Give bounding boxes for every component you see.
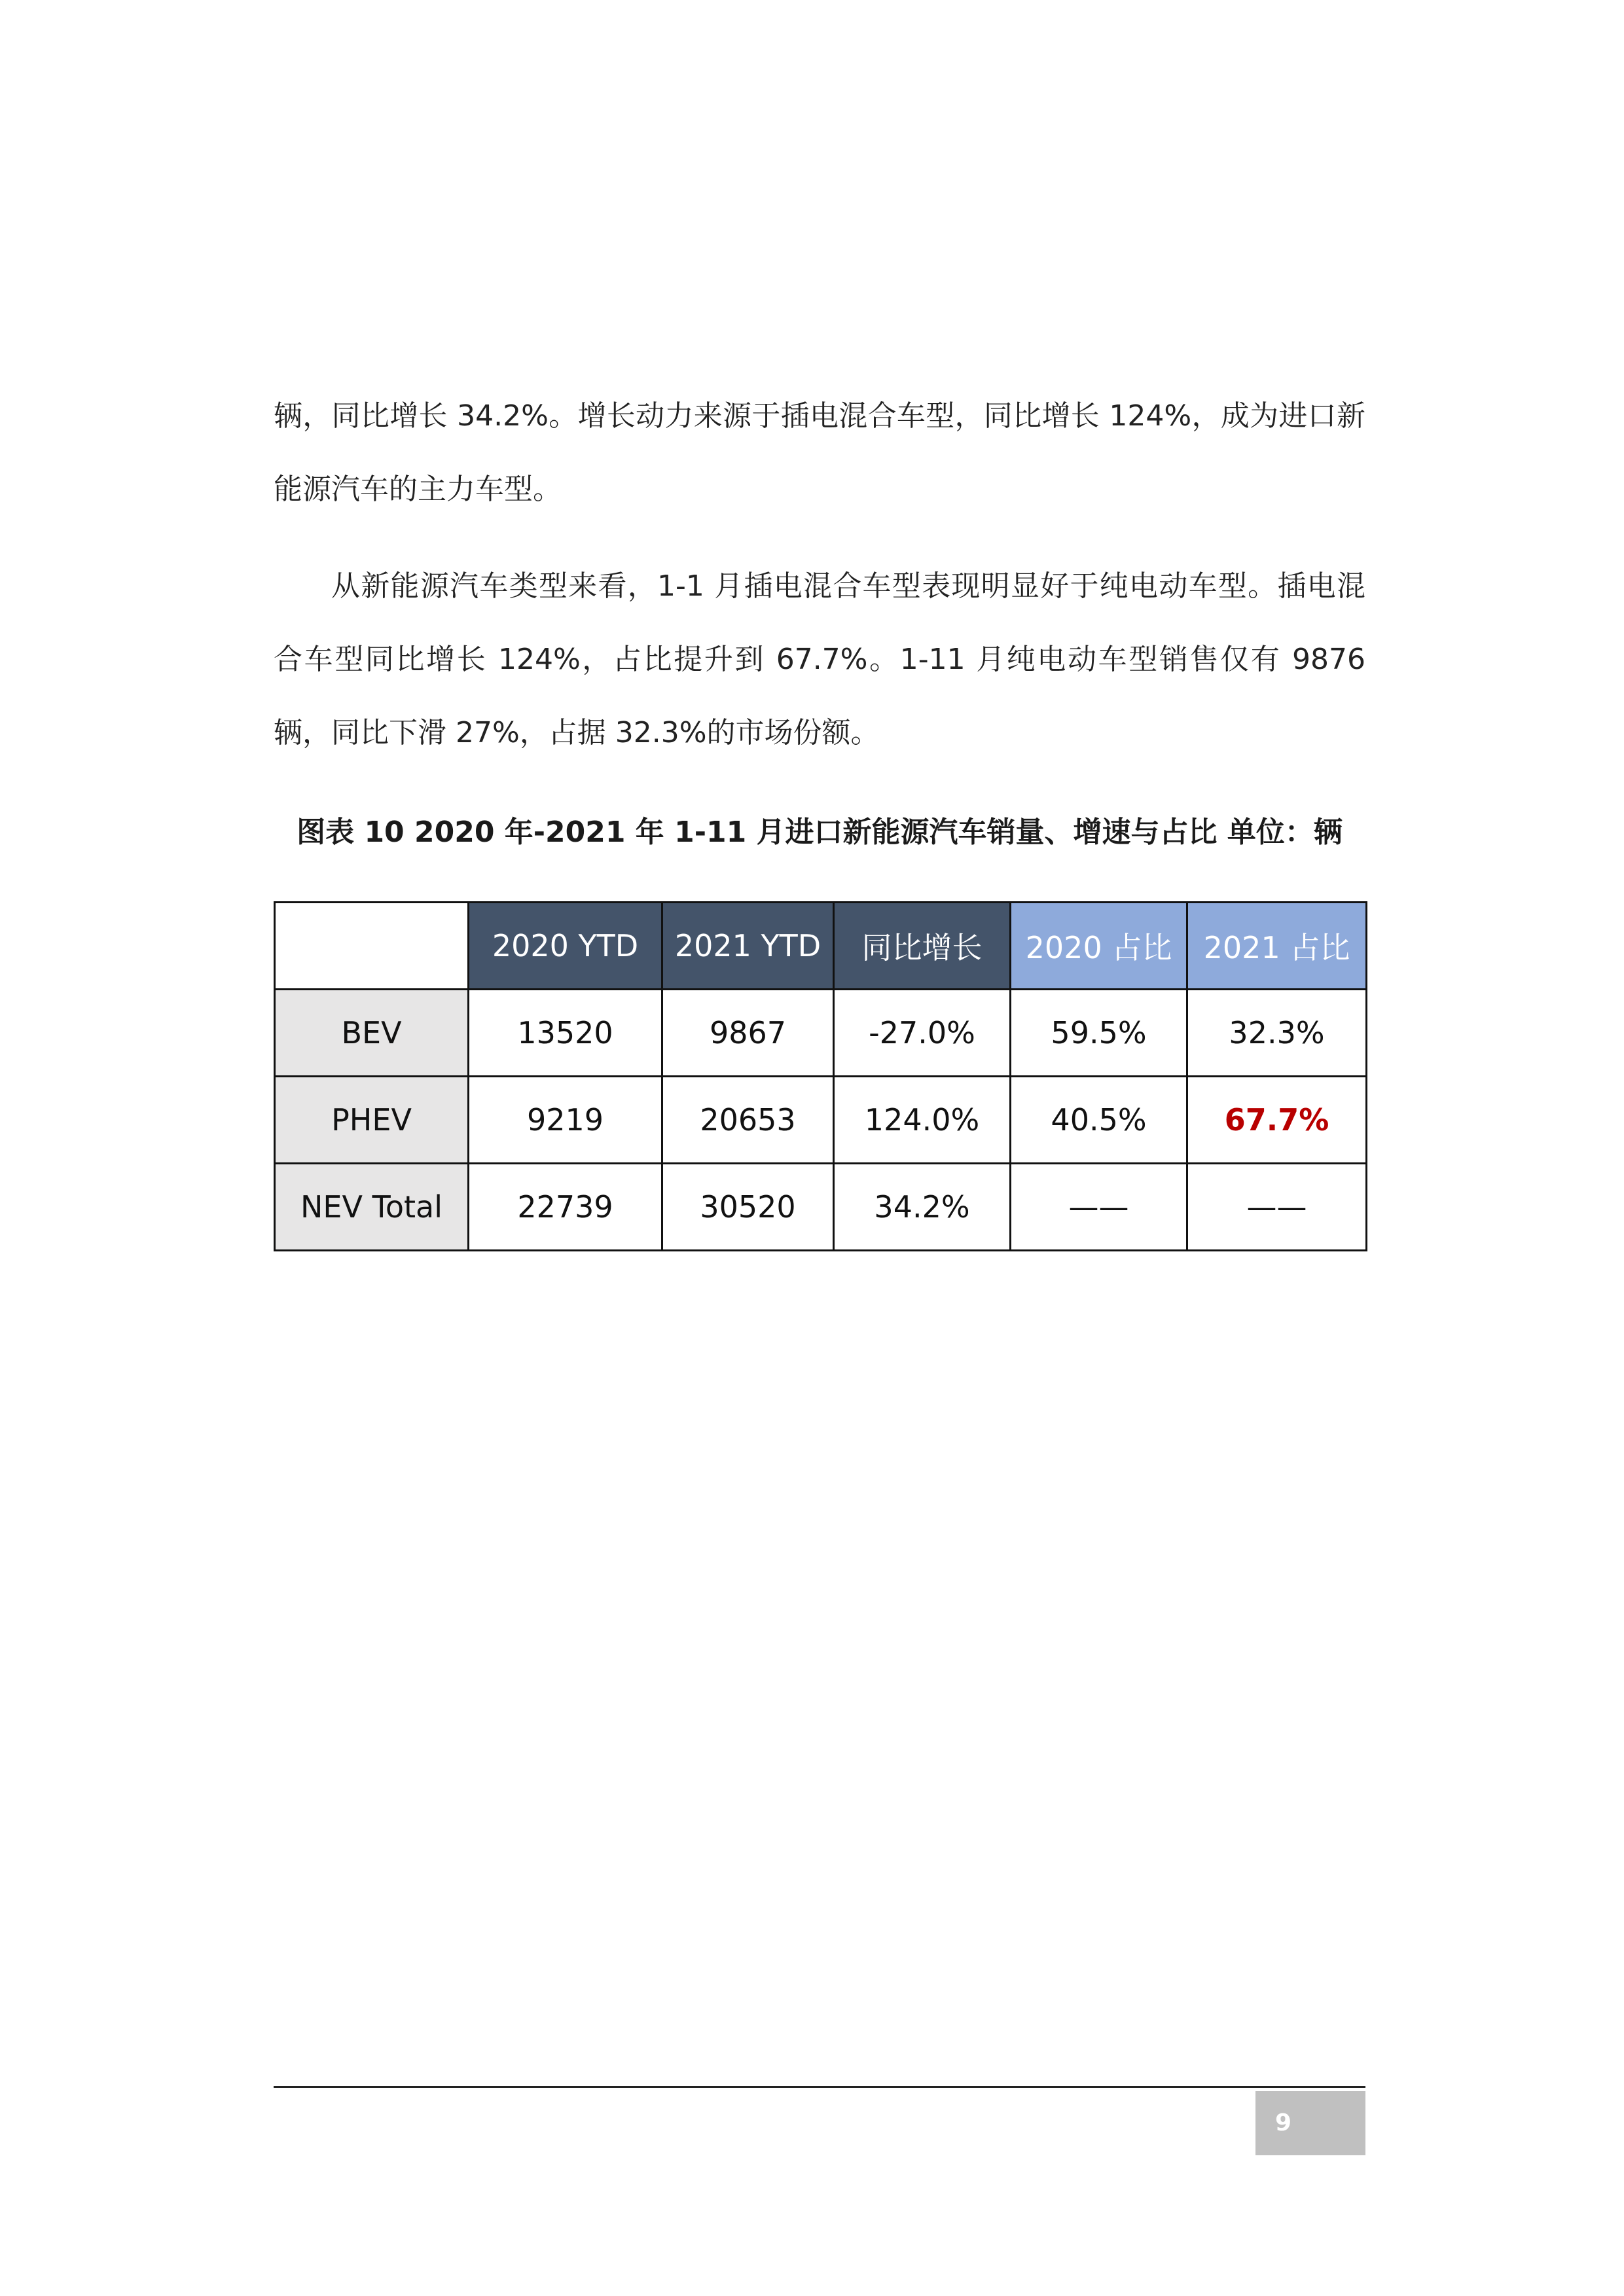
cell-bev-2020-ytd: 13520: [469, 990, 662, 1077]
header-2020-ytd: 2020 YTD: [469, 903, 662, 990]
row-label-bev: BEV: [275, 990, 469, 1077]
cell-nev-2021-share: ——: [1187, 1164, 1367, 1251]
sales-table: [274, 901, 1367, 1251]
table-row-bev: [275, 990, 1367, 1077]
header-corner: [275, 903, 469, 990]
header-yoy-growth: 同比增长: [834, 903, 1011, 990]
cell-nev-yoy: 34.2%: [834, 1164, 1011, 1251]
body-paragraph-1: 辆，同比增长 34.2%。增长动力来源于插电混合车型，同比增长 124%，成为进口新能源汽车的主力车型。: [274, 399, 1365, 506]
cell-bev-2021-ytd: 9867: [662, 990, 834, 1077]
cell-nev-2020-share: ——: [1011, 1164, 1187, 1251]
table-row-nev-total: [275, 1164, 1367, 1251]
cell-phev-2020-share: 40.5%: [1011, 1077, 1187, 1164]
row-label-nev-total: NEV Total: [275, 1164, 469, 1251]
row-label-phev: PHEV: [275, 1077, 469, 1164]
cell-nev-2021-ytd: 30520: [662, 1164, 834, 1251]
cell-bev-2021-share: 32.3%: [1187, 990, 1367, 1077]
table-header-row: [275, 903, 1367, 990]
header-2021-ytd: 2021 YTD: [662, 903, 834, 990]
header-2021-share: 2021 占比: [1187, 903, 1367, 990]
cell-bev-yoy: -27.0%: [834, 990, 1011, 1077]
header-2020-share: 2020 占比: [1011, 903, 1187, 990]
footer-divider: [274, 2086, 1365, 2088]
cell-bev-2020-share: 59.5%: [1011, 990, 1187, 1077]
cell-phev-2021-ytd: 20653: [662, 1077, 834, 1164]
page-number: 9: [1255, 2091, 1365, 2155]
cell-nev-2020-ytd: 22739: [469, 1164, 662, 1251]
table-row-phev: [275, 1077, 1367, 1164]
table-caption: 图表 10 2020 年-2021 年 1-11 月进口新能源汽车销量、增速与占比 单位：辆: [297, 816, 1343, 849]
body-paragraph-2: 从新能源汽车类型来看，1-1 月插电混合车型表现明显好于纯电动车型。插电混合车型同比增长 124%，占比提升到 67.7%。1-11 月纯电动车型销售仅有 9876 辆，同比下滑 27%，占据 32.3%的市场份额。: [274, 569, 1365, 749]
cell-phev-2020-ytd: 9219: [469, 1077, 662, 1164]
cell-phev-2021-share: 67.7%: [1187, 1077, 1367, 1164]
cell-phev-yoy: 124.0%: [834, 1077, 1011, 1164]
